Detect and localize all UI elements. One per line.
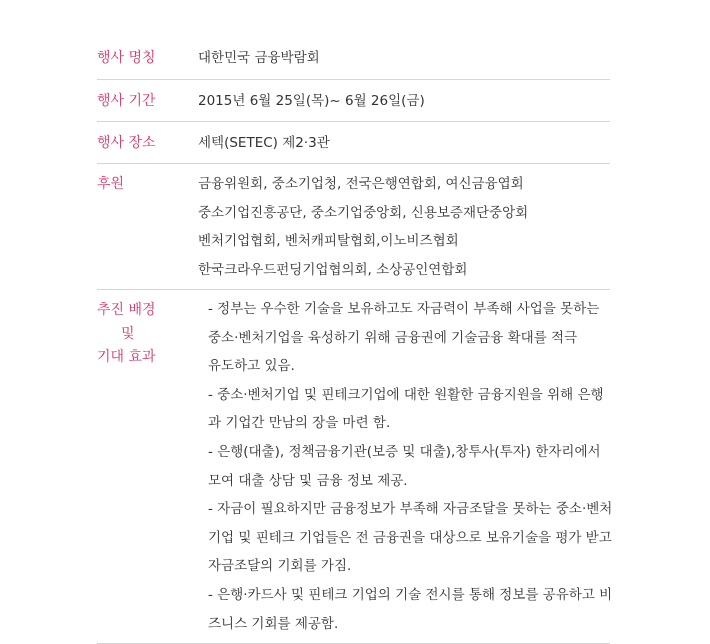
sponsor-line: 벤처기업협회, 벤처캐피탈협회,이노비즈협회 — [198, 233, 459, 250]
event-name-value: 대한민국 금융박람회 — [198, 50, 320, 66]
sponsor-row — [97, 164, 610, 290]
event-info-table — [97, 38, 613, 644]
event-period-row — [97, 80, 610, 122]
event-name-row — [97, 38, 610, 80]
list-item-line: - 은행·카드사 및 핀테크 기업의 기술 전시를 통해 정보를 공유하고 비 — [208, 586, 613, 603]
background-label-line: 추진 배경 — [97, 302, 156, 318]
event-name-label: 행사 명칭 — [97, 50, 156, 66]
list-item-line: - 자금이 필요하지만 금융정보가 부족해 자금조달을 못하는 중소·벤처 — [208, 501, 613, 518]
event-period-label: 행사 기간 — [97, 93, 156, 109]
list-item-line: 기업 및 핀테크 기업들은 전 금융권을 대상으로 보유기술을 평가 받고 — [208, 529, 612, 546]
event-venue-row — [97, 122, 610, 164]
sponsor-line: 중소기업진흥공단, 중소기업중앙회, 신용보증재단중앙회 — [198, 204, 529, 221]
list-item-line: 중소·벤처기업을 육성하기 위해 금융권에 기술금융 확대를 적극 — [208, 329, 578, 346]
list-item-line: 모여 대출 상담 및 금융 정보 제공. — [208, 472, 408, 489]
list-item — [198, 585, 612, 642]
list-item — [198, 499, 612, 585]
event-period-value: 2015년 6월 25일(목)~ 6월 26일(금) — [198, 93, 425, 109]
list-item-line: - 중소·벤처기업 및 핀테크기업에 대한 원활한 금융지원을 위해 은행 — [208, 386, 604, 403]
list-item — [198, 299, 612, 385]
list-item-line: - 정부는 우수한 기술을 보유하고도 자금력이 부족해 사업을 못하는 — [208, 301, 600, 317]
list-item-line: - 은행(대출), 정책금융기관(보증 및 대출),창투사(투자) 한자리에서 — [208, 443, 601, 460]
sponsor-line: 금융위원회, 중소기업청, 전국은행연합회, 여신금융엽회 — [198, 176, 524, 192]
sponsor-label: 후원 — [97, 176, 125, 192]
background-list — [198, 290, 612, 643]
list-item — [198, 385, 612, 442]
list-item-line: 과 기업간 만남의 장을 마련 함. — [208, 415, 391, 432]
sponsor-list — [198, 164, 610, 289]
list-item-line: 유도하고 있음. — [208, 358, 295, 375]
background-row — [97, 290, 613, 644]
sponsor-line: 한국크라우드펀딩기업협의회, 소상공인연합회 — [198, 261, 468, 278]
background-label — [97, 290, 198, 643]
event-venue-label: 행사 장소 — [97, 135, 156, 151]
background-label-line: 및 — [121, 325, 135, 342]
background-label-line: 기대 효과 — [97, 349, 156, 365]
list-item-line: 즈니스 기회를 제공함. — [208, 615, 339, 632]
event-venue-value: 세텍(SETEC) 제2·3관 — [198, 135, 330, 151]
list-item-line: 자금조달의 기회를 가짐. — [208, 558, 352, 575]
list-item — [198, 442, 612, 499]
